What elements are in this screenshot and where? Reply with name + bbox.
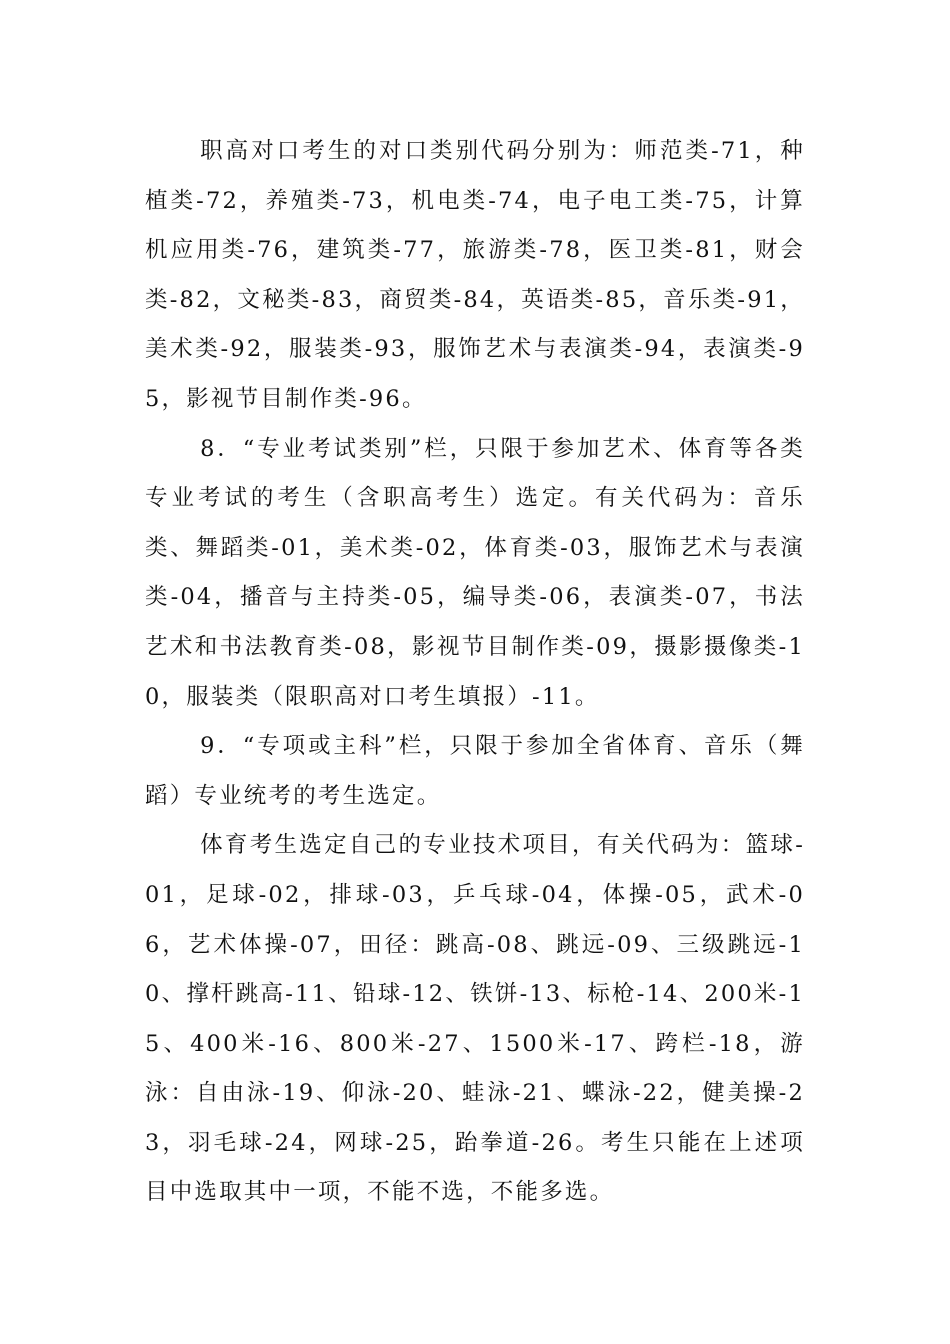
- paragraph-vocational-category-codes: 职高对口考生的对口类别代码分别为：师范类-71，种植类-72，养殖类-73，机电类-74，电子电工类-75，计算机应用类-76，建筑类-77，旅游类-78，医卫类-81，财会类-82，文秘类-83，商贸类-84，英语类-85，音乐类-91，美术类-92，服装类-93，服饰艺术与表演类-94，表演类-95，影视节目制作类-96。: [145, 138, 805, 412]
- paragraph-item-8-exam-category: 8．“专业考试类别”栏，只限于参加艺术、体育等各类专业考试的考生（含职高考生）选定。有关代码为：音乐类、舞蹈类-01，美术类-02，体育类-03，服饰艺术与表演类-04，播音与主持类-05，编导类-06，表演类-07，书法艺术和书法教育类-08，影视节目制作类-09，摄影摄像类-10，服装类（限职高对口考生填报）-11。: [145, 435, 805, 710]
- paragraph-item-9-specialty: 9．“专项或主科”栏，只限于参加全省体育、音乐（舞蹈）专业统考的考生选定。: [145, 733, 805, 809]
- paragraph-sports-item-codes: 体育考生选定自己的专业技术项目，有关代码为：篮球-01，足球-02，排球-03，乒乓球-04，体操-05，武术-06，艺术体操-07，田径：跳高-08、跳远-09、三级跳远-10、撑杆跳高-11、铅球-12、铁饼-13、标枪-14、200米-15、400米-16、800米-27、1500米-17、跨栏-18，游泳：自由泳-19、仰泳-20、蛙泳-21、蝶泳-22，健美操-23，羽毛球-24，网球-25，跆拳道-26。考生只能在上述项目中选取其中一项，不能不选，不能多选。: [145, 832, 805, 1206]
- document-body: [145, 127, 805, 1218]
